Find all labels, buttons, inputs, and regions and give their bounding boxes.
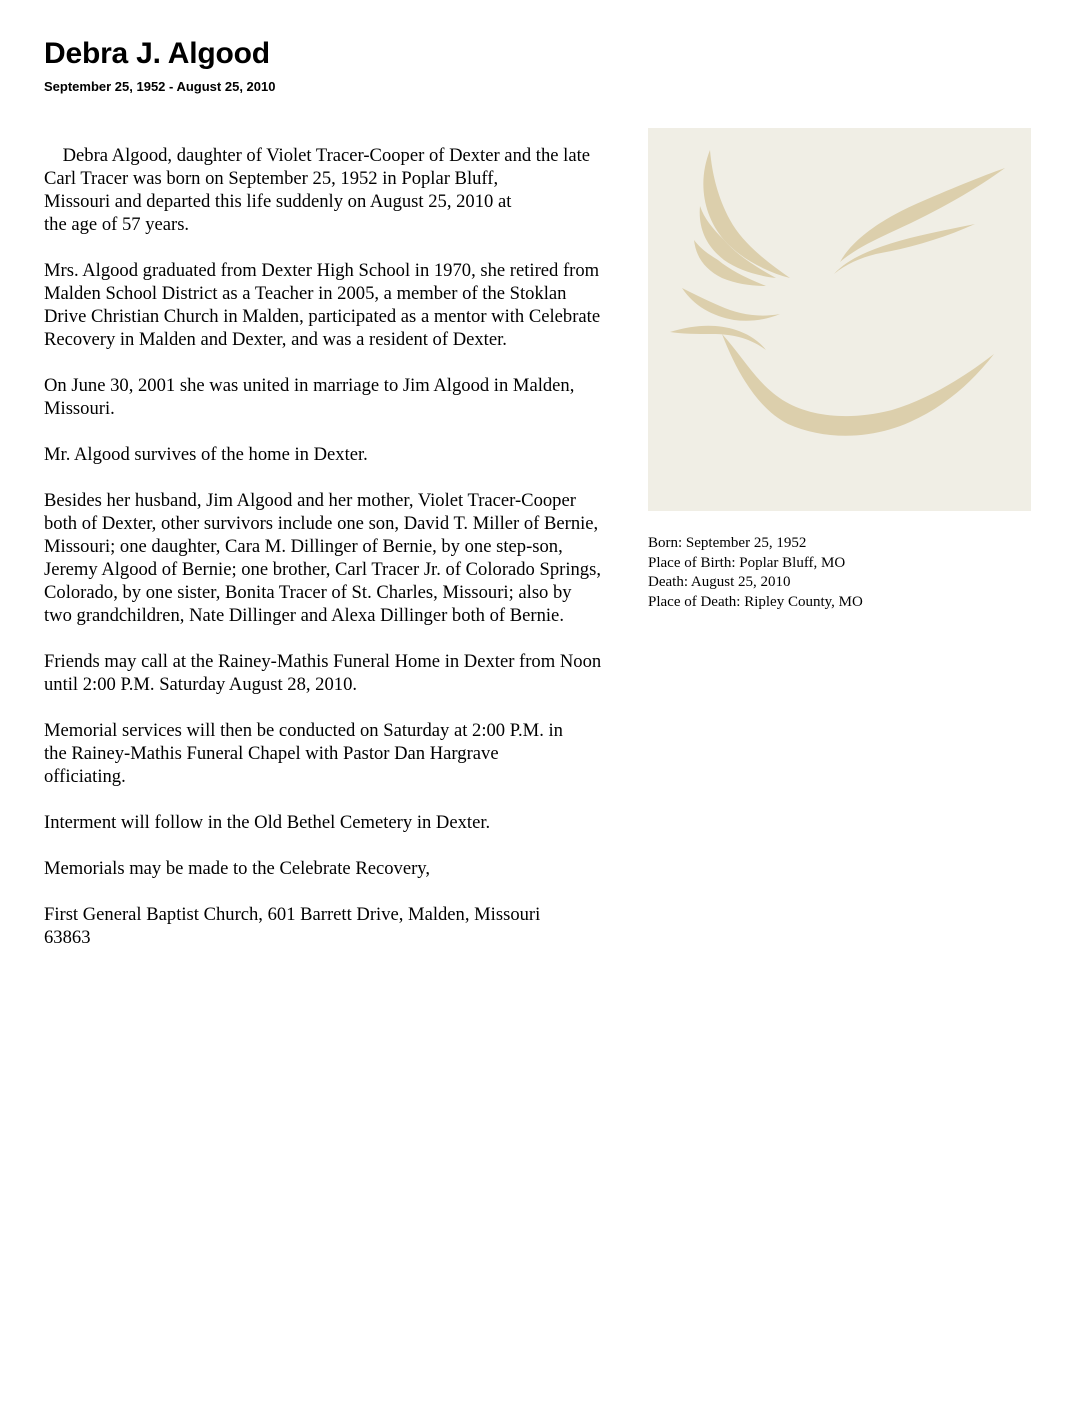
obituary-paragraph: Memorials may be made to the Celebrate Recovery, — [44, 858, 431, 879]
obituary-paragraph: Friends may call at the Rainey-Mathis Funeral Home in Dexter from Noon until 2:00 P.M. Saturday August 28, 2010. — [44, 651, 602, 695]
life-dates: September 25, 1952 - August 25, 2010 — [44, 79, 276, 94]
obituary-paragraph: Besides her husband, Jim Algood and her mother, Violet Tracer-Cooper both of Dexter, other survivors include one son, David T. Miller of Bernie, Missouri; one daughter, Cara M. Dillinger of Bernie, by one step-son, Jeremy Algood of Bernie; one brother, Carl Tracer Jr. of Colorado Springs, Colorado, by one sister, Bonita Tracer of St. Charles, Missouri; also by two grandchildren, Nate Dillinger and Alexa Dillinger both of Bernie. — [44, 490, 601, 626]
obituary-paragraph: Mrs. Algood graduated from Dexter High School in 1970, she retired from Malden School District as a Teacher in 2005, a member of the Stoklan Drive Christian Church in Malden, participated as a mentor with Celebrate Recovery in Malden and Dexter, and was a resident of Dexter. — [44, 260, 601, 350]
death-date: Death: August 25, 2010 — [648, 574, 791, 590]
obituary-body — [44, 144, 604, 972]
obituary-lead-paragraph — [44, 144, 604, 236]
lead-line: Missouri and departed this life suddenly on August 25, 2010 at — [44, 191, 512, 212]
lead-line: Carl Tracer was born on September 25, 1952 in Poplar Bluff, — [44, 168, 499, 189]
obituary-paragraph: First General Baptist Church, 601 Barrett Drive, Malden, Missouri 63863 — [44, 904, 541, 948]
obituary-paragraph: On June 30, 2001 she was united in marriage to Jim Algood in Malden, Missouri. — [44, 375, 575, 419]
lead-line: the age of 57 years. — [44, 214, 190, 235]
obituary-paragraph: Memorial services will then be conducted on Saturday at 2:00 P.M. in the Rainey-Mathis Funeral Chapel with Pastor Dan Hargrave officiating. — [44, 720, 563, 787]
vital-facts — [648, 534, 863, 612]
obituary-paragraph: Mr. Algood survives of the home in Dexter. — [44, 444, 368, 465]
birth-date: Born: September 25, 1952 — [648, 535, 807, 551]
lead-line: Debra Algood, daughter of Violet Tracer-Cooper of Dexter and the late — [44, 145, 591, 166]
birth-place: Place of Birth: Poplar Bluff, MO — [648, 554, 846, 571]
page-title: Debra J. Algood — [44, 37, 270, 70]
obituary-paragraph: Interment will follow in the Old Bethel Cemetery in Dexter. — [44, 812, 491, 833]
dove-icon — [648, 128, 1031, 511]
dove-image — [648, 128, 1031, 511]
death-place: Place of Death: Ripley County, MO — [648, 593, 863, 610]
